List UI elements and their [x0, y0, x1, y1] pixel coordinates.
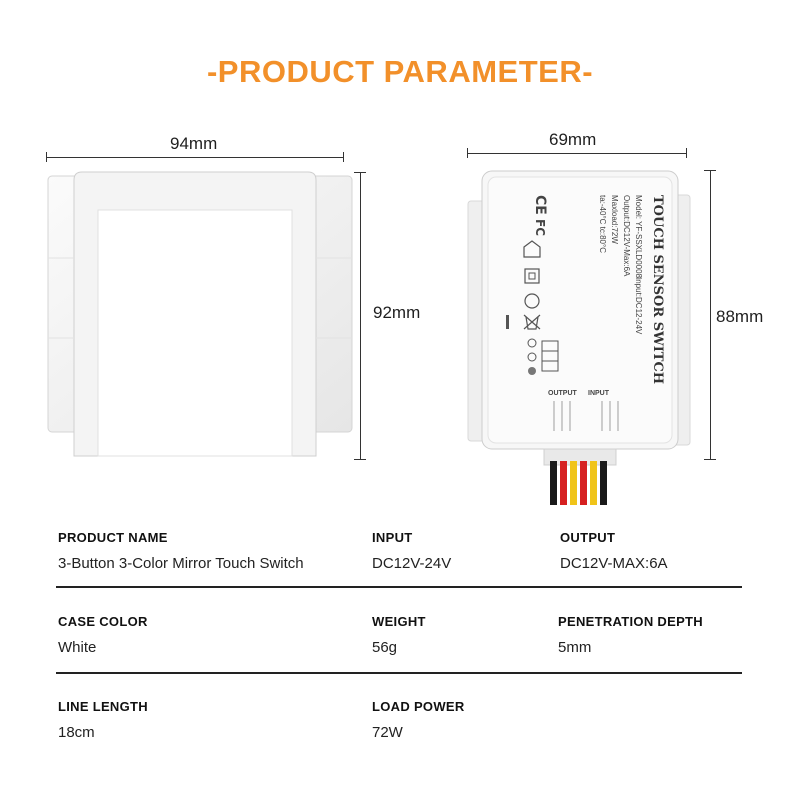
spec-load-power	[372, 699, 542, 741]
spec-label: OUTPUT	[560, 530, 616, 545]
table-divider	[56, 672, 742, 674]
switch-height-line	[710, 170, 711, 460]
spec-penetration-depth	[558, 614, 758, 656]
output-head-text: OUTPUT	[548, 390, 577, 397]
spec-value: DC12V-24V	[372, 555, 452, 572]
spec-label: PRODUCT NAME	[58, 530, 168, 545]
frame-width-tick-right	[343, 152, 344, 162]
input-head-text: INPUT	[588, 390, 609, 397]
fc-mark: FC	[533, 219, 547, 237]
frame-width-label: 94mm	[170, 134, 218, 153]
touch-switch-image	[466, 165, 694, 505]
spec-label: WEIGHT	[372, 614, 426, 629]
device-name-text: TOUCH SENSOR SWITCH	[650, 195, 665, 385]
indicator-icon-3	[528, 367, 536, 375]
spec-label: CASE COLOR	[58, 614, 148, 629]
frame-width-tick-left	[46, 152, 47, 162]
spec-input	[372, 530, 542, 572]
device-model-text: Model: YF-SSXLD0008	[634, 195, 643, 279]
spec-value: 5mm	[558, 639, 592, 656]
switch-width-line	[467, 153, 687, 154]
device-maxload-text: Maxload:72W	[610, 195, 619, 244]
switch-width-tick-left	[467, 148, 468, 158]
spec-value: DC12V-MAX:6A	[560, 555, 668, 572]
spec-case-color	[58, 614, 358, 656]
device-output-text: Output:DC12V-Max:6A	[622, 195, 631, 277]
spec-label: PENETRATION DEPTH	[558, 614, 703, 629]
switch-height-tick-top	[704, 170, 716, 171]
ce-mark: CE	[532, 195, 548, 215]
device-temp-text: ta:-40°C tc:80°C	[598, 195, 607, 253]
spec-weight	[372, 614, 542, 656]
switch-height-tick-bottom	[704, 459, 716, 460]
spec-product-name	[58, 530, 358, 572]
frame-height-line	[360, 172, 361, 460]
spec-value: 3-Button 3-Color Mirror Touch Switch	[58, 555, 304, 572]
spec-line-length	[58, 699, 358, 741]
switch-width-label: 69mm	[549, 130, 597, 149]
switch-width-tick-right	[686, 148, 687, 158]
device-input-text: Input:DC12-24V	[634, 277, 643, 335]
table-divider	[56, 586, 742, 588]
spec-output	[560, 530, 760, 572]
switch-height-label: 88mm	[716, 307, 764, 326]
spec-label: LOAD POWER	[372, 699, 465, 714]
mounting-frame-image	[40, 168, 360, 466]
spec-value: 56g	[372, 639, 398, 656]
frame-height-label: 92mm	[373, 303, 421, 322]
frame-width-line	[46, 157, 344, 158]
spec-value: 72W	[372, 724, 403, 741]
page-title: -PRODUCT PARAMETER-	[206, 54, 594, 89]
spec-label: LINE LENGTH	[58, 699, 148, 714]
spec-value: 18cm	[58, 724, 95, 741]
spec-value: White	[58, 639, 97, 656]
spec-label: INPUT	[372, 530, 413, 545]
